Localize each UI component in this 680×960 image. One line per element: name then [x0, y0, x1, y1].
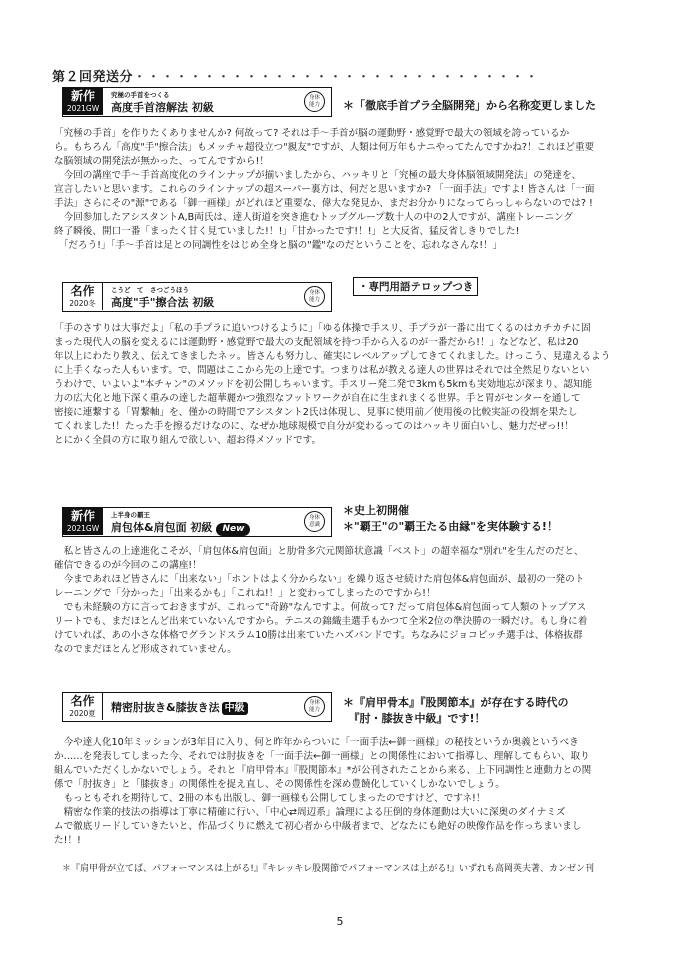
new-work-badge [63, 508, 103, 535]
course-name: 高度"手"擦合法 [111, 296, 189, 309]
ability-icon [304, 286, 325, 307]
course-header-hand-dissolve [62, 87, 332, 117]
course-tagline: ＊"覇王"の"覇王たる由縁"を実体験する!！ [343, 520, 558, 533]
badge-sub: 2021GW [66, 104, 100, 113]
para-line: 「究極の手首」を作りたくありませんか? 何故って? それは手～手首が脳の運動野・感覚野で最大の領域を誇っているか [54, 128, 570, 139]
ability-bottom: 能力 [308, 707, 320, 713]
para-line: 力の広大化と地下深く重みの達した超華麗かつ強烈なフットワークが自在に生まれまくる世界。手と胃がセンターを通して [54, 393, 581, 404]
ability-icon [304, 696, 325, 717]
para-line: 今回の講座で手～手首高度化のラインナップが揃いましたから、ハッキリと「究極の最大身体脳領域開発法」の発達を、 [54, 170, 582, 181]
para-line: うわけで、いよいよ"本チャン"のメソッドを初公開しちゃいます。手スリー発二発で3kmも5kmも実効地忘が深まり、認知能 [54, 379, 593, 390]
masterpiece-badge [63, 283, 103, 310]
section-title [52, 66, 539, 85]
badge-main: 名作 [70, 694, 95, 708]
para-line: 確信できるのが今回のこの講座!！ [54, 560, 202, 571]
course-tagline-box: ・専門用語テロップつき [353, 277, 478, 296]
para-line: 今や達人化10年ミッションが3年目に入り、何と昨年からついに「一面手法←御一画様」の秘技というか奥義というべき [54, 737, 579, 748]
course-title [111, 294, 214, 310]
para-line: 今回参加したアシスタントA,B両氏は、達人街道を突き進むトップグループ数十人の中の2人ですが、講座トレーニング [54, 212, 573, 223]
course-title [111, 519, 250, 536]
course-tagline: 『肘・膝抜き中級』です!！ [343, 712, 486, 725]
course-name: 高度手首溶解法 [111, 101, 188, 114]
new-work-badge [63, 88, 103, 115]
para-line: もっともそれを期待して、2冊の本も出版し、御一画様も公開してしまったのですけど、ですネ!！ [54, 793, 486, 804]
course-subtitle: 究極の手首をつくる [111, 91, 170, 99]
para-line: 精密な作業的技法の指導は丁寧に精確に行い、「中心⇄周辺系」論理による圧倒的身体運動は大いに深奥のダイナミズ [54, 807, 566, 818]
para-line: てくれました!！たった手を擦るだけなのに、なぜか地球規模で自分が変わるってのはハッキリ面白いし、魅力だぜっ!!！ [54, 421, 574, 432]
para-line: 手法」さらにその"源"である「御一画様」がどれほど重要な、偉大な発見か、まだお分かりになってらっしゃらないのでは? ! [54, 198, 593, 209]
footnote: ＊『肩甲骨が立てば、パフォーマンスは上がる!』『キレッキレ股関節でパフォーマンスは上がる!』いずれも高岡英夫著、カンゼン刊 [62, 864, 595, 874]
course-header-elbow-knee [62, 692, 332, 722]
para-line: 密接に連繋する「胃繋軸」を、僅かの時間でアシスタント2氏は体現し、見事に使用前／使用後の比較実証の役割を果たし [54, 407, 578, 418]
course-subtitle-ruby: こうど て さつごうほう [111, 286, 189, 294]
section-title-text: 第２回発送分 [52, 70, 134, 85]
course-description [54, 736, 634, 848]
para-line: か……を発表してしまった今、それでは肘抜きを「一面手法←御一画様」との関係性において指導し、理解してもらい、取り [54, 751, 590, 762]
badge-sub: 2021GW [66, 524, 100, 533]
para-line: とにかく全員の方に取り組んで欲しい、超お得メソッドです。 [54, 435, 322, 446]
para-line: 今まであれほど皆さんに「出来ない」「ホントはよく分からない」を繰り返させ続けた肩包体&肩包面が、最初の一発のト [54, 574, 585, 585]
para-line: に上手くなった人もいます。で、問題はここから先の上達です。つまりは私が教える達人の世界はそれでは全然足りないとい [54, 365, 590, 376]
para-line: まった現代人の脳を変えるには運動野・感覚野で最大の支配領域を持つ手から入るのが一番だから!！」などなど、私は20 [54, 337, 579, 348]
course-header-shoulder [62, 507, 332, 537]
para-line: でも未経験の方に言っておきますが、これって"奇跡"なんですよ。何故って? だって肩包体&肩包面って人類のトップアス [54, 602, 587, 613]
course-level: 初級 [190, 521, 213, 534]
para-line: 「手のさすりは大事だよ」「私の手プラに追いつけるように」「ゆる体操で手スリ、手プラが一番に出てくるのはカチカチに固 [54, 323, 591, 334]
course-tagline: ＊『肩甲骨本』『股関節本』が存在する時代の [343, 696, 569, 709]
ability-top: 身体 [308, 290, 320, 296]
course-name: 肩包体&肩包面 [111, 521, 187, 534]
course-level: 初級 [191, 101, 214, 114]
para-line: 組んでいただくしかないでしょう。それと『肩甲骨本』『股関節本』*が公刊されたことから来る、上下同調性と連動力との関 [54, 765, 592, 776]
course-title [111, 699, 248, 715]
badge-sub: 2020夏 [69, 709, 96, 718]
para-line: 私と皆さんの上達進化こそが、「肩包体&肩包面」と肋骨多穴元関節状意識「ベスト」の超幸福な"別れ"を生んだのだと、 [54, 546, 584, 557]
ability-bottom: 能力 [308, 297, 320, 303]
badge-main: 新作 [70, 89, 95, 103]
course-subtitle: 上半身の覇王 [111, 511, 150, 519]
para-line: な脳領域の開発法が無かった、ってんですから!！ [54, 156, 269, 167]
para-line: 「だろう!」「手～手首は足との同調性をはじめ全身と脳の"鑑"なのだということを、忘れなさんな!！」 [54, 240, 503, 251]
course-tagline: ＊「徹底手首プラ全脳開発」から名称変更しました [343, 99, 596, 112]
para-line: 係で「肘抜き」と「膝抜き」の関係性を捉え直し、その関係性を深め豊饒化していくしかないでしょう。 [54, 779, 505, 790]
badge-main: 新作 [70, 509, 95, 523]
course-title [111, 99, 214, 115]
course-description [54, 322, 634, 448]
course-tagline: ＊史上初開催 [343, 504, 409, 517]
para-line: けていれば、あの小さな体格でグランドスラム10勝は出来ていたハズバンドです。ちなみにジョコビッチ選手は、体格抜群 [54, 630, 583, 641]
section-title-dots: ・・・・・・・・・・・・・・・・・・・・・・・・・・・・・ [133, 70, 540, 85]
ability-top: 身体 [308, 95, 320, 101]
badge-sub: 2020冬 [69, 299, 96, 308]
course-level: 初級 [192, 296, 215, 309]
ability-bottom: 意識 [308, 522, 320, 528]
course-name: 精密肘抜き&膝抜き法 [111, 701, 220, 714]
course-header-hand-rubbing [62, 282, 332, 312]
course-description [54, 545, 634, 657]
para-line: 宣言したいと思います。これらのラインナップの超スーパー裏方は、何だと思いますか? 「一面手法」ですよ! 皆さんは「一面 [54, 184, 595, 195]
course-description [54, 127, 634, 253]
ability-icon [304, 91, 325, 112]
para-line: リートでも、まだほとんど出来ていないんですから。テニスの錦織圭選手もかつて全米2位の準決勝の一瞬だけ。もし身に着 [54, 616, 588, 627]
para-line: た!！! [54, 835, 81, 846]
masterpiece-badge [63, 693, 103, 720]
page-number: 5 [336, 915, 344, 928]
ability-bottom: 能力 [308, 102, 320, 108]
para-line: なのでまだほとんど形成されていません。 [54, 644, 237, 655]
new-badge: New [216, 523, 250, 536]
course-level: 中級 [222, 702, 248, 715]
ability-icon [304, 511, 325, 532]
ability-top: 身体 [308, 515, 320, 521]
para-line: 終了瞬後、開口一番「まったく甘く見ていました!！!」「甘かったです!！!」と大反省、猛反省しきりでした! [54, 226, 520, 237]
para-line: 年以上にわたり教え、伝えてきましたネッ。皆さんも努力し、確実にレベルアップしてきてくれました。けっこう、見違えるよう [54, 351, 611, 362]
para-line: ムで徹底リードしていきたいと、作品づくりに燃えて初心者から中級者まで、どなたにも絶好の映像作品を作っちまいまし [54, 821, 582, 832]
para-line: ら。もちろん「高度"手"擦合法」もメッチャ超役立つ"親友"ですが、人類は何万年もナニやってたんですかね?！これほど重要 [54, 142, 595, 153]
ability-top: 身体 [308, 700, 320, 706]
badge-main: 名作 [70, 284, 95, 298]
para-line: レーニングで「分かった」「出来るかも」「これね!！」と変わってしまったのですから!！ [54, 588, 436, 599]
